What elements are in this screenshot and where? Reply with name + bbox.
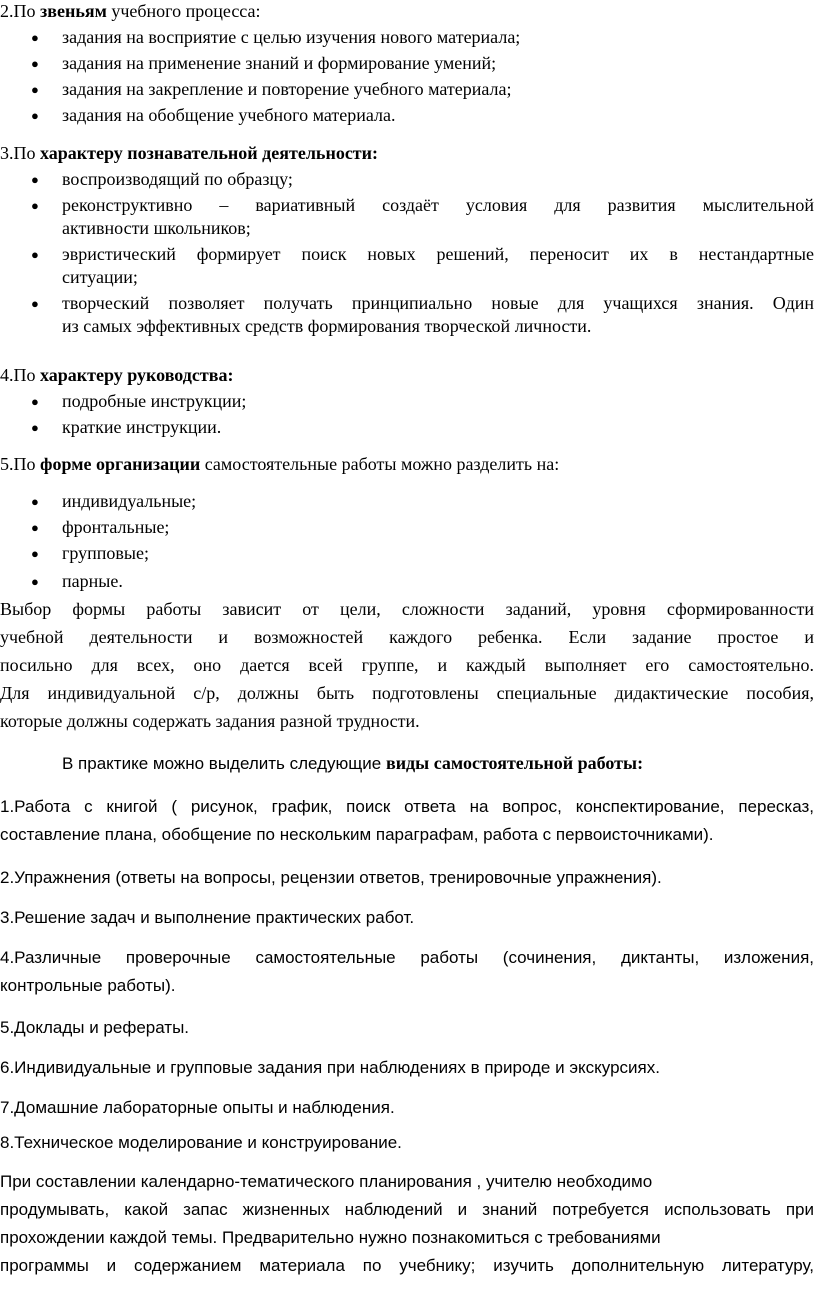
paragraph-line: которые должны содержать задания разной трудности. <box>0 711 420 731</box>
bullet-icon: ● <box>31 520 39 535</box>
list-item: эвристический формирует поиск новых решений, переносит их в нестандартные <box>62 244 814 264</box>
list-item: групповые; <box>62 543 149 563</box>
type-item-continuation: составление плана, обобщение по нескольким параграфам, работа с первоисточниками). <box>0 825 714 844</box>
bullet-icon: ● <box>31 82 39 97</box>
type-item: 5.Доклады и рефераты. <box>0 1018 190 1037</box>
types-intro: В практике можно выделить следующие виды самостоятельной работы: <box>62 753 644 773</box>
section-4-heading: 4.По характеру руководства: <box>0 365 234 385</box>
type-item: 2.Упражнения (ответы на вопросы, рецензии ответов, тренировочные упражнения). <box>0 868 662 887</box>
bullet-icon: ● <box>31 198 39 213</box>
bullet-icon: ● <box>31 30 39 45</box>
type-item: 6.Индивидуальные и групповые задания при наблюдениях в природе и экскурсиях. <box>0 1058 660 1077</box>
type-item-continuation: контрольные работы). <box>0 976 176 995</box>
list-item: подробные инструкции; <box>62 391 247 411</box>
list-item: индивидуальные; <box>62 491 197 511</box>
bullet-icon: ● <box>31 172 39 187</box>
list-item: парные. <box>62 571 123 591</box>
paragraph-line: продумывать, какой запас жизненных наблюдений и знаний потребуется использовать при <box>0 1200 814 1219</box>
section-3-heading: 3.По характеру познавательной деятельности: <box>0 143 379 163</box>
bullet-icon: ● <box>31 574 39 589</box>
list-item: воспроизводящий по образцу; <box>62 169 293 189</box>
list-item: задания на применение знаний и формирование умений; <box>62 53 497 73</box>
list-item-continuation: активности школьников; <box>62 218 251 238</box>
bullet-icon: ● <box>31 296 39 311</box>
bullet-icon: ● <box>31 420 39 435</box>
paragraph-line: учебной деятельности и возможностей каждого ребенка. Если задание простое и <box>0 627 814 647</box>
paragraph-line: При составлении календарно-тематического планирования , учителю необходимо <box>0 1172 653 1191</box>
list-item: реконструктивно – вариативный создаёт условия для развития мыслительной <box>62 195 814 215</box>
list-item: задания на закрепление и повторение учебного материала; <box>62 79 512 99</box>
type-item: 3.Решение задач и выполнение практических работ. <box>0 908 415 927</box>
list-item: задания на восприятие с целью изучения нового материала; <box>62 27 521 47</box>
bullet-icon: ● <box>31 494 39 509</box>
bullet-icon: ● <box>31 546 39 561</box>
section-5-heading: 5.По форме организации самостоятельные работы можно разделить на: <box>0 454 560 474</box>
type-item: 4.Различные проверочные самостоятельные работы (сочинения, диктанты, изложения, <box>0 948 814 967</box>
type-item: 8.Техническое моделирование и конструирование. <box>0 1133 402 1152</box>
bullet-icon: ● <box>31 56 39 71</box>
paragraph-line: Выбор формы работы зависит от цели, сложности заданий, уровня сформированности <box>0 599 814 619</box>
list-item: творческий позволяет получать принципиально новые для учащихся знания. Один <box>62 293 814 313</box>
list-item: задания на обобщение учебного материала. <box>62 105 396 125</box>
type-item: 7.Домашние лабораторные опыты и наблюдения. <box>0 1098 395 1117</box>
list-item: фронтальные; <box>62 517 170 537</box>
bullet-icon: ● <box>31 108 39 123</box>
paragraph-line: прохождении каждой темы. Предварительно нужно познакомиться с требованиями <box>0 1228 661 1247</box>
bullet-icon: ● <box>31 247 39 262</box>
bullet-icon: ● <box>31 394 39 409</box>
paragraph-line: посильно для всех, оно дается всей группе, и каждый выполняет его самостоятельно. <box>0 655 814 675</box>
section-2-heading: 2.По звеньям учебного процесса: <box>0 1 261 21</box>
paragraph-line: программы и содержанием материала по учебнику; изучить дополнительную литературу, <box>0 1256 814 1275</box>
list-item-continuation: из самых эффективных средств формирования творческой личности. <box>62 316 592 336</box>
paragraph-line: Для индивидуальной с/р, должны быть подготовлены специальные дидактические пособия, <box>0 683 814 703</box>
list-item: краткие инструкции. <box>62 417 222 437</box>
type-item: 1.Работа с книгой ( рисунок, график, поиск ответа на вопрос, конспектирование, пересказ, <box>0 797 814 816</box>
list-item-continuation: ситуации; <box>62 267 138 287</box>
